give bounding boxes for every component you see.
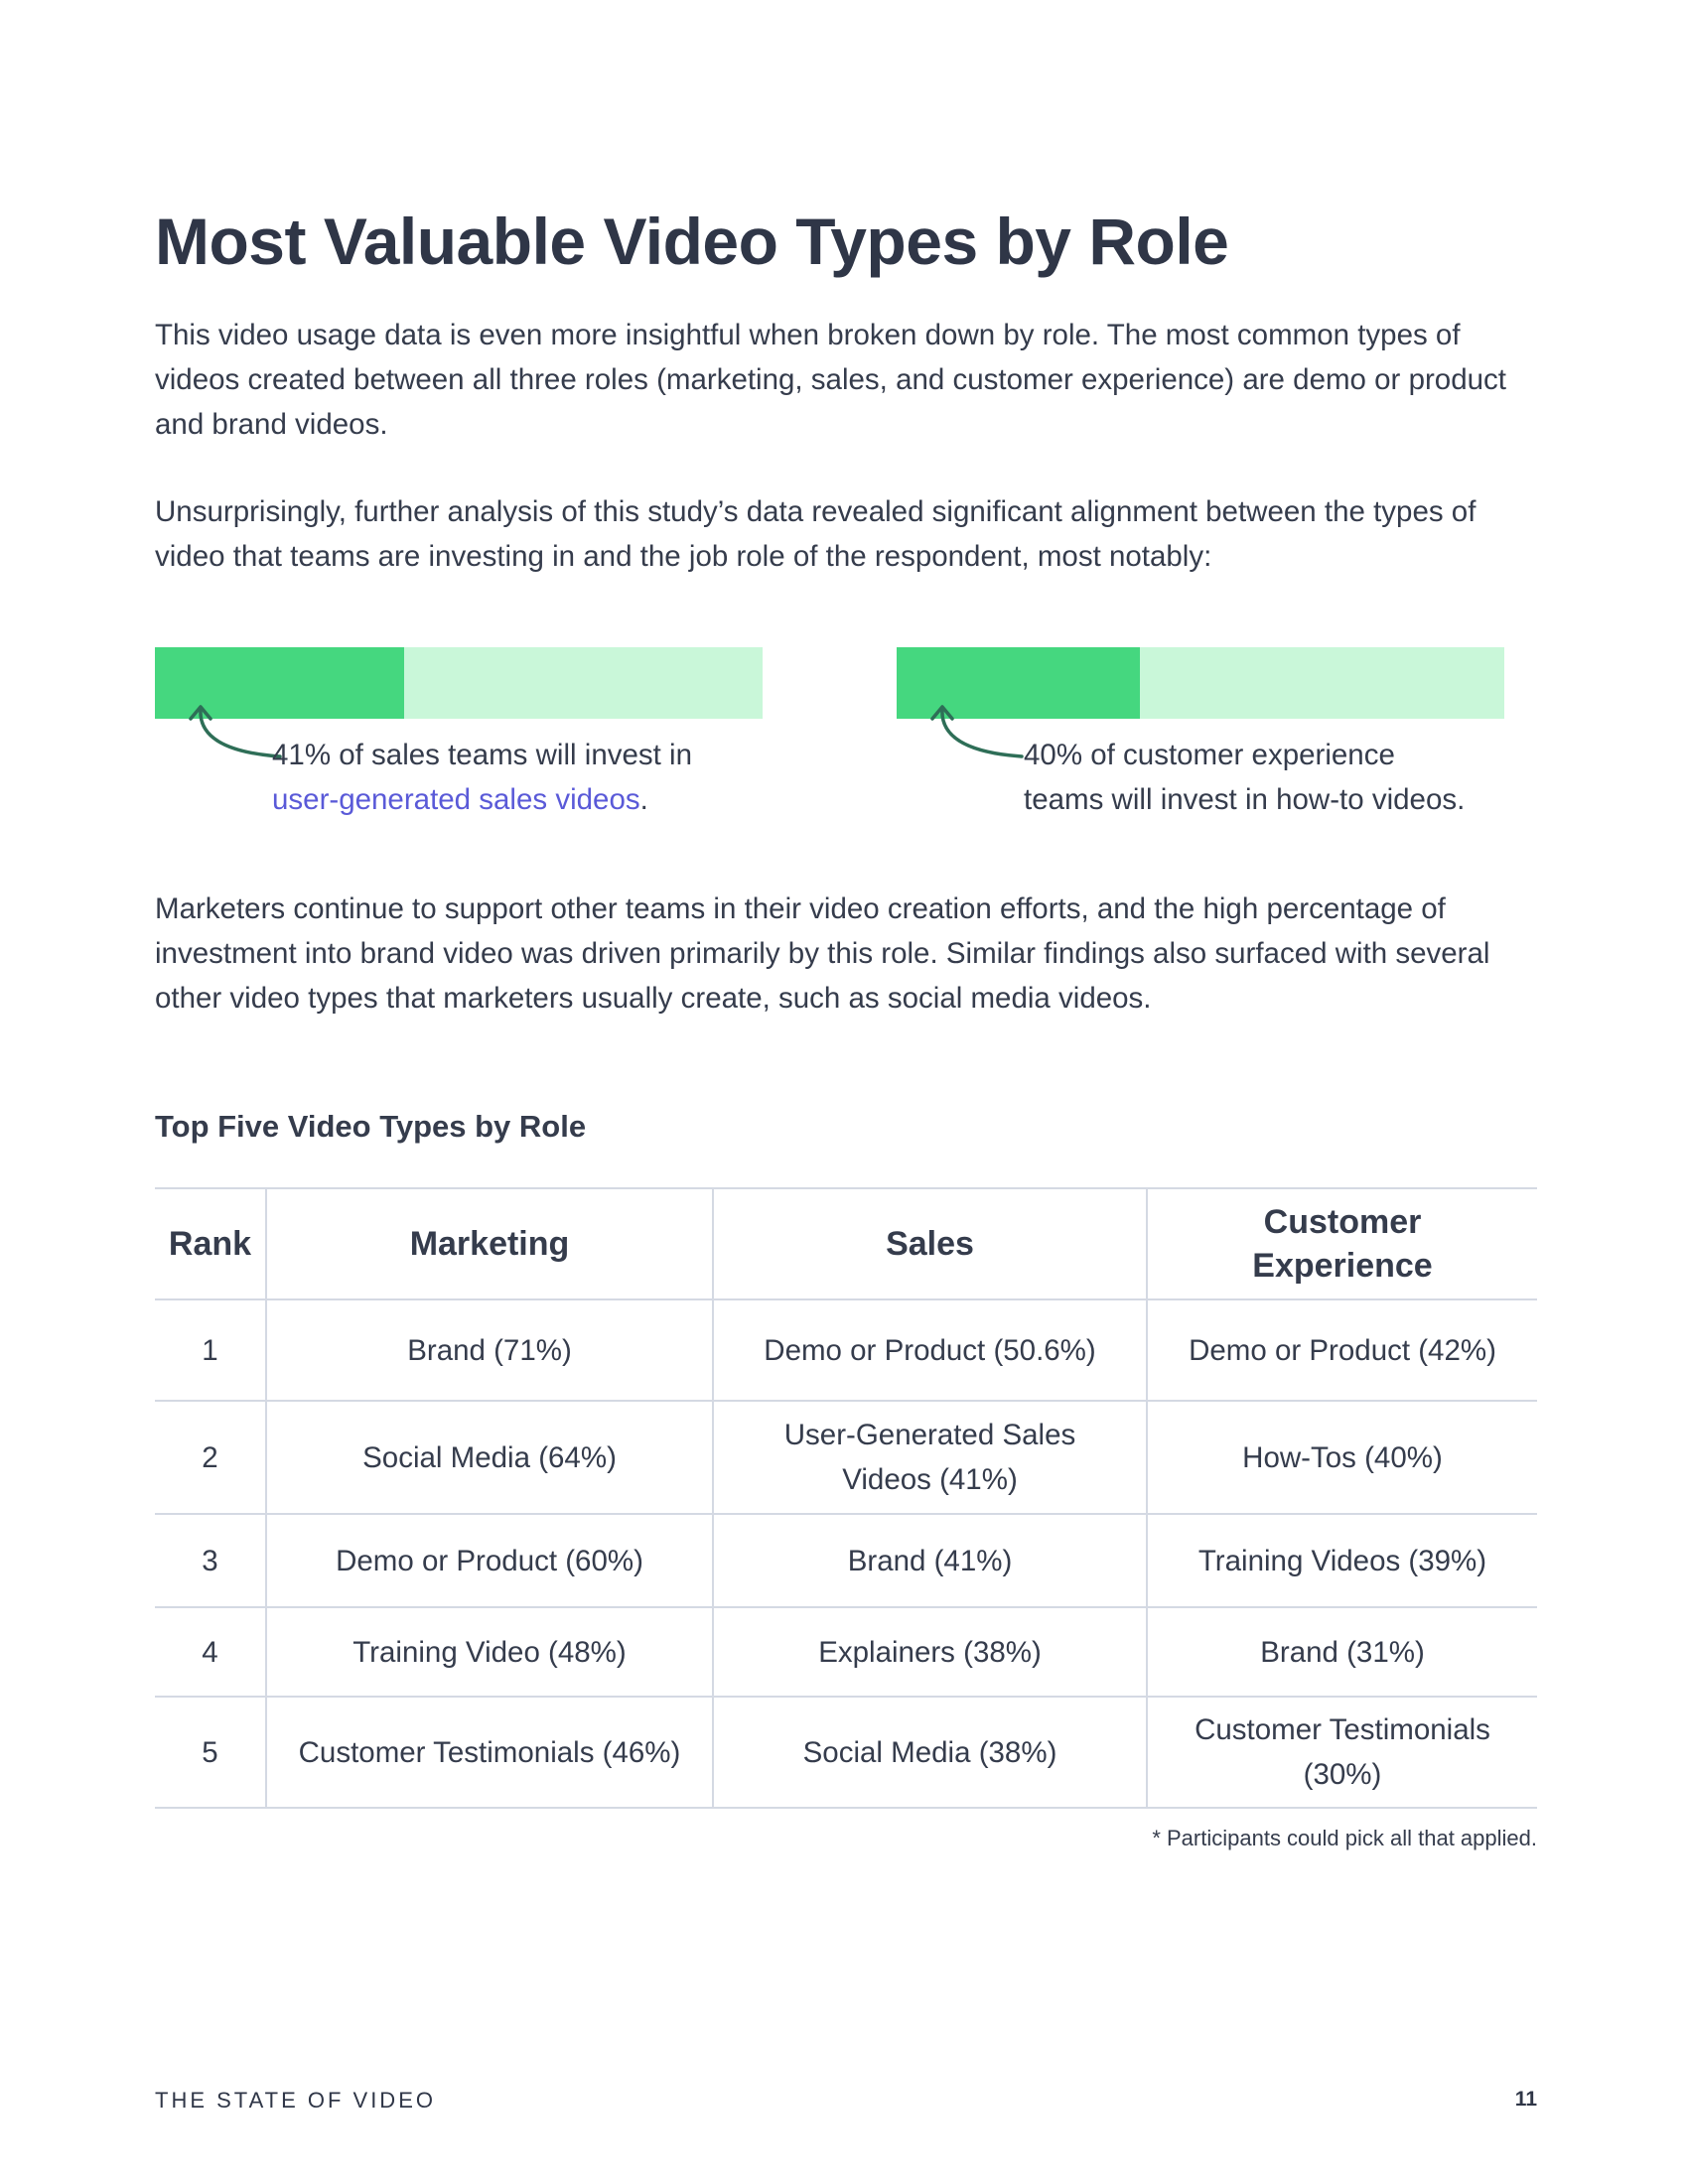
table-row <box>155 1401 1537 1514</box>
rank-cell: 3 <box>155 1514 266 1607</box>
table-header-row <box>155 1188 1537 1299</box>
marketers-paragraph: Marketers continue to support other teams in their video creation efforts, and the high percentage of investment into brand video was driven primarily by this role. Similar findings also surfaced with several other video types that marketers usually create, such as social media videos. <box>155 892 1490 1015</box>
cx-cell: Customer Testimonials (30%) <box>1147 1697 1537 1808</box>
cx-stat-line1: 40% of customer experience <box>1024 739 1395 771</box>
intro-paragraph: This video usage data is even more insightful when broken down by role. The most common types of videos created between all three roles (marketing, sales, and customer experience) are demo or product and brand videos. <box>155 319 1506 441</box>
marketing-cell: Social Media (64%) <box>266 1401 713 1514</box>
sales-cell: Explainers (38%) <box>713 1607 1147 1697</box>
rank-cell: 5 <box>155 1697 266 1808</box>
header-rank: Rank <box>155 1188 266 1299</box>
curved-arrow-icon <box>926 695 1026 774</box>
sales-cell: Demo or Product (50.6%) <box>713 1299 1147 1401</box>
rank-cell: 2 <box>155 1401 266 1514</box>
footer-publication-title: THE STATE OF VIDEO <box>155 2088 436 2113</box>
marketing-cell: Brand (71%) <box>266 1299 713 1401</box>
header-marketing: Marketing <box>266 1188 713 1299</box>
cx-cell: Demo or Product (42%) <box>1147 1299 1537 1401</box>
cx-cell: How-Tos (40%) <box>1147 1401 1537 1514</box>
table-row <box>155 1514 1537 1607</box>
rank-cell: 1 <box>155 1299 266 1401</box>
sales-stat-line2 <box>272 777 788 822</box>
sales-cell: User-Generated Sales Videos (41%) <box>713 1401 1147 1514</box>
cx-stat-callout <box>897 647 1504 831</box>
curved-arrow-icon <box>185 695 284 774</box>
marketing-cell: Demo or Product (60%) <box>266 1514 713 1607</box>
analysis-paragraph: Unsurprisingly, further analysis of this study’s data revealed significant alignment between the types of video that teams are investing in and the job role of the respondent, most notably: <box>155 495 1477 573</box>
header-customer-experience: Customer Experience <box>1147 1188 1537 1299</box>
table-footnote: * Participants could pick all that applied. <box>1152 1826 1537 1850</box>
cx-stat-line2: teams will invest in how-to videos. <box>1024 783 1466 816</box>
table-row <box>155 1697 1537 1808</box>
sales-stat-line1: 41% of sales teams will invest in <box>272 739 693 771</box>
sales-stat-text <box>272 733 788 822</box>
marketing-cell: Customer Testimonials (46%) <box>266 1697 713 1808</box>
cx-cell: Training Videos (39%) <box>1147 1514 1537 1607</box>
sales-stat-callout <box>155 647 763 831</box>
page-title: Most Valuable Video Types by Role <box>155 205 1229 278</box>
sales-stat-period: . <box>639 783 648 816</box>
user-generated-sales-videos-link[interactable]: user-generated sales videos <box>272 783 640 816</box>
footer-page-number: 11 <box>1514 2088 1537 2111</box>
cx-stat-text <box>1024 733 1540 822</box>
cx-cell: Brand (31%) <box>1147 1607 1537 1697</box>
sales-cell: Brand (41%) <box>713 1514 1147 1607</box>
table-title: Top Five Video Types by Role <box>155 1109 587 1144</box>
header-sales: Sales <box>713 1188 1147 1299</box>
marketing-cell: Training Video (48%) <box>266 1607 713 1697</box>
video-types-table <box>155 1187 1537 1809</box>
rank-cell: 4 <box>155 1607 266 1697</box>
table-row <box>155 1607 1537 1697</box>
table-row <box>155 1299 1537 1401</box>
sales-cell: Social Media (38%) <box>713 1697 1147 1808</box>
